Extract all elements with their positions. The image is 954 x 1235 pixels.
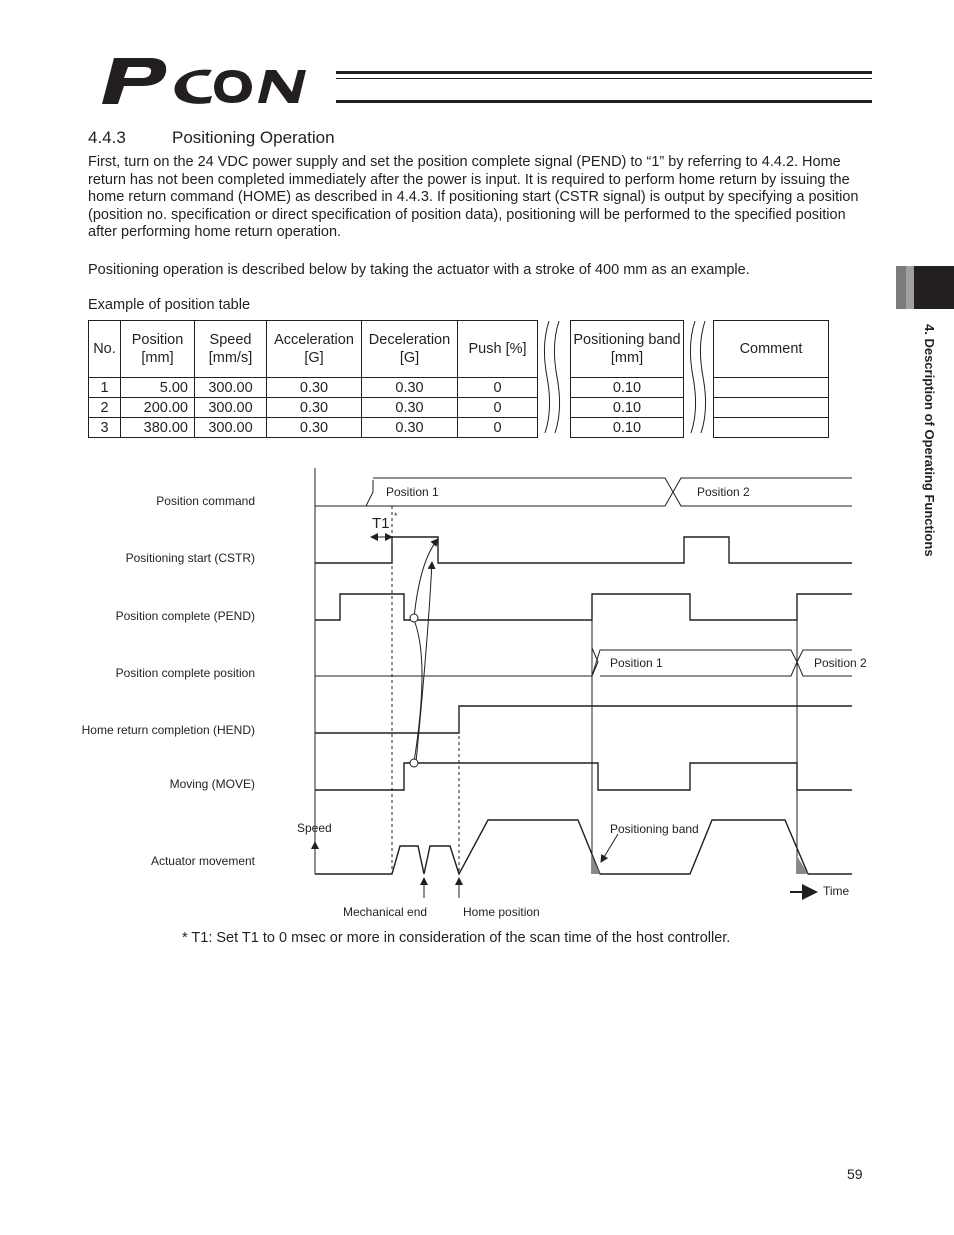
label-complete-position: Position complete position: [115, 666, 255, 680]
label-t1: T1: [372, 515, 390, 532]
hend-wave: [315, 706, 852, 733]
table-row: [89, 378, 829, 398]
header-rule: [336, 70, 876, 106]
cell-position: 200.00: [121, 398, 195, 418]
cell-comment: [714, 378, 829, 398]
cell-band: 0.10: [571, 398, 684, 418]
section-heading: [88, 128, 335, 148]
table-break: [538, 321, 571, 438]
cstr-wave: [315, 537, 852, 563]
header-comment: Comment: [714, 321, 829, 378]
header-deceleration: Deceleration [G]: [362, 321, 458, 378]
label-time: Time: [823, 884, 850, 898]
complete-position-wave: [315, 648, 852, 676]
timing-diagram: [0, 460, 900, 930]
actuator-wave: [315, 820, 852, 874]
cell-push: 0: [458, 418, 538, 438]
cell-accel: 0.30: [267, 418, 362, 438]
label-position1-complete: Position 1: [610, 656, 663, 670]
cell-band: 0.10: [571, 378, 684, 398]
cell-speed: 300.00: [195, 398, 267, 418]
cell-speed: 300.00: [195, 418, 267, 438]
header-position: Position [mm]: [121, 321, 195, 378]
footnote: * T1: Set T1 to 0 msec or more in consideration of the scan time of the host controller.: [182, 930, 731, 946]
chapter-tab: [896, 266, 954, 309]
cell-accel: 0.30: [267, 378, 362, 398]
label-speed: Speed: [297, 821, 332, 835]
cell-decel: 0.30: [362, 378, 458, 398]
page-number: 59: [847, 1166, 863, 1182]
chapter-tab-label: 4. Description of Operating Functions: [922, 324, 937, 557]
label-position-command: Position command: [156, 494, 255, 508]
intro-paragraph: First, turn on the 24 VDC power supply and set the position complete signal (PEND) to “1” by referring to 4.4.2. Home return has not been completed immediately after the power is input. It is required to perform home return by issuing the home return command (HOME) as described in 4.4.3. If positioning start (CSTR signal) is output by specifying a position (position no. specification or direct specification of position data), positioning will be performed to the specified position after performing home return operation.: [88, 154, 859, 241]
pend-wave: [315, 594, 852, 620]
cell-no: 2: [89, 398, 121, 418]
table-row: [89, 418, 829, 438]
label-home-position: Home position: [463, 905, 540, 919]
cell-decel: 0.30: [362, 418, 458, 438]
label-position2-cmd: Position 2: [697, 485, 750, 499]
header-no: No.: [89, 321, 121, 378]
example-paragraph: Positioning operation is described below by taking the actuator with a stroke of 400 mm as an example.: [88, 262, 750, 278]
cell-position: 5.00: [121, 378, 195, 398]
section-number: 4.4.3: [88, 128, 126, 147]
header-push: Push [%]: [458, 321, 538, 378]
label-positioning-band: Positioning band: [610, 822, 699, 836]
label-mechanical-end: Mechanical end: [343, 905, 428, 919]
label-move: Moving (MOVE): [169, 777, 255, 791]
cell-push: 0: [458, 398, 538, 418]
table-row: [89, 398, 829, 418]
cell-no: 3: [89, 418, 121, 438]
table-break: [684, 321, 714, 438]
table-header-row: [89, 321, 829, 378]
header-band: Positioning band [mm]: [571, 321, 684, 378]
table-caption: Example of position table: [88, 297, 251, 313]
logo-text: PCON: [100, 56, 103, 57]
cell-decel: 0.30: [362, 398, 458, 418]
label-pend: Position complete (PEND): [115, 609, 255, 623]
cell-position: 380.00: [121, 418, 195, 438]
label-actuator: Actuator movement: [150, 854, 255, 868]
cell-comment: [714, 398, 829, 418]
label-t1-star: *: [394, 511, 398, 521]
section-title: Positioning Operation: [172, 128, 335, 147]
header-acceleration: Acceleration [G]: [267, 321, 362, 378]
cell-speed: 300.00: [195, 378, 267, 398]
label-hend: Home return completion (HEND): [81, 723, 255, 737]
pcon-logo: [100, 56, 340, 108]
label-position2-complete: Position 2: [814, 656, 867, 670]
cell-band: 0.10: [571, 418, 684, 438]
cell-push: 0: [458, 378, 538, 398]
label-position1-cmd: Position 1: [386, 485, 439, 499]
position-table: [88, 320, 829, 438]
header-speed: Speed [mm/s]: [195, 321, 267, 378]
cell-accel: 0.30: [267, 398, 362, 418]
label-cstr: Positioning start (CSTR): [125, 551, 255, 565]
cell-no: 1: [89, 378, 121, 398]
cell-comment: [714, 418, 829, 438]
move-wave: [315, 763, 852, 790]
